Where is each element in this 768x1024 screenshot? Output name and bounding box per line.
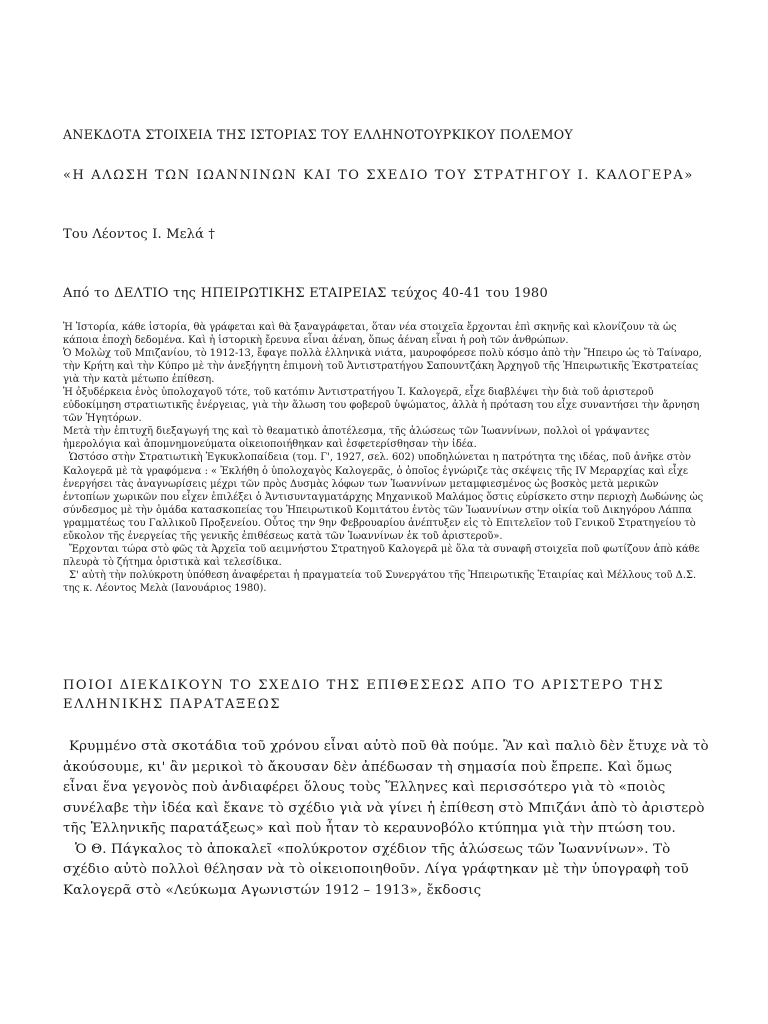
intro-block <box>63 321 705 595</box>
source-line: Από το ΔΕΛΤΙΟ της ΗΠΕΙΡΩΤΙΚΗΣ ΕΤΑΙΡΕΙΑΣ τεύχος 40-41 του 1980 <box>63 286 549 301</box>
intro-paragraph: Ἔρχονται τώρα στὸ φῶς τὰ Ἀρχεῖα τοῦ αειμνήστου Στρατηγοῦ Καλογερᾶ μὲ ὅλα τὰ συναφῆ στοιχεῖα ποῦ φωτίζουν ἀπὸ κάθε πλευρὰ τὸ ζήτημα ὁριστικὰ καὶ τελεσίδικα. <box>63 543 700 568</box>
intro-paragraph: Σ' αὐτὴ τὴν πολύκροτη ὑπόθεση ἀναφέρεται ἡ πραγματεία τοῦ Συνεργάτου τῆς Ἠπειρωτικῆς Ἑταιρίας καὶ Μέλλους τοῦ Δ.Σ. της κ. Λέοντος Μελὰ (Ιανουάριος 1980). <box>63 569 697 594</box>
article-title: «Η ΑΛΩΣΗ ΤΩΝ ΙΩΑΝΝΙΝΩΝ ΚΑΙ ΤΟ ΣΧΕΔΙΟ ΤΟΥ ΣΤΡΑΤΗΓΟΥ Ι. ΚΑΛΟΓΕΡΑ» <box>63 168 694 183</box>
intro-paragraph: Ἡ ὀξυδέρκεια ἑνὸς ὑπολοχαγοῦ τότε, τοῦ κατόπιν Ἀντιστρατήγου Ἰ. Καλογερᾶ, εἶχε διαβλέψει τὴν διὰ τοῦ ἀριστεροῦ εὐδοκίμηση στρατιωτικῆς ἐνέργειας, γιὰ τὴν ἅλωση του φοβεροῦ ὑψώματος, ἀλλὰ ἡ πρόταση του εἶχε συναντήσει τὴν ἄρνηση τῶν Ἡγητόρων. <box>63 387 700 425</box>
document-heading: ΑΝΕΚΔΟΤΑ ΣΤΟΙΧΕΙΑ ΤΗΣ ΙΣΤΟΡΙΑΣ ΤΟΥ ΕΛΛΗΝΟΤΟΥΡΚΙΚΟΥ ΠΟΛΕΜΟΥ <box>63 127 574 142</box>
intro-paragraph: Ὡστόσο στὴν Στρατιωτικὴ Ἐγκυκλοπαίδεια (τομ. Γ', 1927, σελ. 602) υποδηλώνεται η πατρότητα της ιδέας, ποῦ ἀνῆκε στὸν Καλογερᾶ μὲ τὰ γραφόμενα : « Ἐκλήθη ὁ ὑπολοχαγὸς Καλογερᾶς, ὁ ὁποῖος ἐγνώριζε τὰς σκέψεις τῆς ΙV Μεραρχίας καὶ εἶχε ἐνεργήσει τὰς ἀναγνωρίσεις μέχρι τῶν πρὸς Δυσμὰς λόφων των Ἰωαννίνων μεταμφιεσμένος ὡς βοσκὸς μετὰ μερικῶν ἐντοπίων χωρικῶν που εἶχεν ἐπιλέξει ὁ Ἀντισυνταγματάρχης Μηχανικοῦ Μαλάμος ὅστις εὑρίσκετο στην περιοχὴ Δωδώνης ὡς σύνδεσμος μὲ τὴν ὁμάδα κατασκοπείας του Ἠπειρωτικοῦ Κομιτάτου ἐντὸς τῶν Ἰωαννίνων στην οἰκία τοῦ Δικηγόρου Λάππα γραμματέως του Γαλλικοῦ Προξενείου. Οὗτος την 9ην Φεβρουαρίου ἀνέπτυξεν εἰς τὸ Επιτελεῖον τοῦ Γενικοῦ Στρατηγείου τὸ εὔκολον τῆς ἐνεργείας τῆς γενικῆς ἐπιθέσεως κατὰ τῶν Ἰωαννίνων ἐκ τοῦ ἀριστεροῦ». <box>63 452 704 542</box>
section-heading: ΠΟΙΟΙ ΔΙΕΚΔΙΚΟΥΝ ΤΟ ΣΧΕΔΙΟ ΤΗΣ ΕΠΙΘΕΣΕΩΣ ΑΠΟ ΤΟ ΑΡΙΣΤΕΡΟ ΤΗΣ ΕΛΛΗΝΙΚΗΣ ΠΑΡΑΤΑΞΕΩΣ <box>63 678 665 712</box>
intro-paragraph: Ὁ Μολὼχ τοῦ Μπιζανίου, τὸ 1912-13, ἔφαγε πολλὰ ἑλληνικὰ νιάτα, μαυροφόρεσε πολὺ κόσμο ἀπὸ τὴν Ἤπειρο ὡς τὸ Ταίναρο, τὴν Κρήτη καὶ τὴν Κύπρο μὲ τὴν ἀνεξήγητη ἐπιμονὴ τοῦ Ἀντιστρατήγου Σαπουντζάκη Ἀρχηγοῦ τῆς Ἡπειρωτικῆς Ἐκστρατείας γιὰ τὴν κατὰ μέτωπο ἐπίθεση. <box>63 348 702 386</box>
intro-paragraph: Ἡ Ἱστορία, κάθε ἱστορία, θὰ γράφεται καὶ θὰ ξαναγράφεται, ὅταν νέα στοιχεῖα ἔρχονται ἐπὶ σκηνῆς καὶ κλονίζουν τὰ ὡς κάποια ἐποχὴ δεδομένα. Καὶ ἡ ἱστορικὴ ἔρευνα εἶναι ἀέναη, ὅπως ἀέναη εἶναι ἡ ροὴ τῶν ἀνθρώπων. <box>63 322 677 347</box>
author-line: Του Λέοντος Ι. Μελά † <box>63 227 216 242</box>
body-paragraph: Κρυμμένο στὰ σκοτάδια τοῦ χρόνου εἶναι αὐτὸ ποῦ θὰ πούμε. Ἂν καὶ παλιὸ δὲν ἔτυχε νὰ τὸ ἀκούσουμε, κι' ἂν μερικοὶ τὸ ἄκουσαν δὲν ἀπέδωσαν τὴ σημασία ποὺ ἔπρεπε. Καὶ ὅμως εἶναι ἕνα γεγονὸς ποὺ ἀνδιαφέρει ὅλους τοὺς Ἕλληνες καὶ περισσότερο γιὰ τὸ «ποιὸς συνέλαβε τὴν ἰδέα καὶ ἔκανε τὸ σχέδιο γιὰ νὰ γίνει ἡ ἐπίθεση στὸ Μπιζάνι ἀπὸ τὸ ἀριστερὸ τῆς Ἑλληνικῆς παρατάξεως» καὶ ποὺ ἦταν τὸ κεραυνοβόλο κτύπημα γιὰ τὴν πτώση του. <box>63 739 709 836</box>
body-block <box>63 737 711 901</box>
body-paragraph: Ὁ Θ. Πάγκαλος τὸ ἀποκαλεῖ «πολύκροτον σχέδιον τῆς ἁλώσεως τῶν Ἰωαννίνων». Τὸ σχέδιο αὐτὸ πολλοὶ θέλησαν νὰ τὸ οἰκειοποιηθοῦν. Λίγα γράφτηκαν μὲ τὴν ὑπογραφὴ τοῦ Καλογερᾶ στὸ «Λεύκωμα Αγωνιστών 1912 – 1913», ἔκδοσις <box>63 841 689 898</box>
intro-paragraph: Μετὰ τὴν ἐπιτυχῆ διεξαγωγή της καὶ τὸ θεαματικὸ ἀποτέλεσμα, τῆς ἁλώσεως τῶν Ἰωαννίνων, πολλοὶ οἱ γράψαντες ἡμερολόγια καὶ ἀπομνημονεύματα οἰκειοποιήθηκαν καὶ ἐσφετερίσθησαν τὴν ἰδέα. <box>63 426 650 451</box>
